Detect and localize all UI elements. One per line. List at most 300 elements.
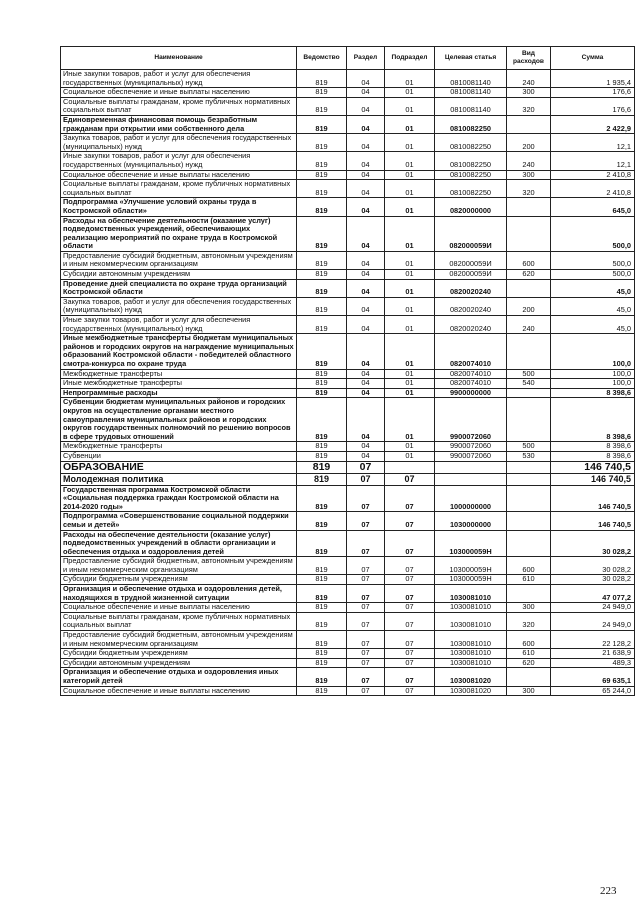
cell-expense-type: 300 (507, 88, 551, 98)
cell-subsection: 07 (385, 530, 435, 557)
cell-name: Межбюджетные трансферты (61, 442, 297, 452)
cell-amount: 24 949,0 (551, 612, 635, 630)
cell-name: Субсидии бюджетным учреждениям (61, 649, 297, 659)
cell-section: 07 (347, 612, 385, 630)
table-row (61, 485, 635, 512)
cell-department: 819 (297, 686, 347, 696)
cell-target-article: 0820074010 (435, 369, 507, 379)
cell-expense-type (507, 474, 551, 486)
table-row (61, 369, 635, 379)
cell-target-article: 103000059Н (435, 575, 507, 585)
page-number: 223 (600, 885, 617, 897)
cell-target-article: 0810082250 (435, 180, 507, 198)
table-row (61, 388, 635, 398)
cell-target-article: 0810082250 (435, 134, 507, 152)
table-row (61, 575, 635, 585)
cell-name: Социальные выплаты гражданам, кроме публичных нормативных социальных выплат (61, 97, 297, 115)
cell-target-article: 0810081140 (435, 70, 507, 88)
cell-target-article: 0820020240 (435, 297, 507, 315)
cell-amount: 30 028,2 (551, 557, 635, 575)
cell-subsection: 01 (385, 152, 435, 170)
col-header-target-article: Целевая статья (435, 47, 507, 70)
cell-amount: 12,1 (551, 152, 635, 170)
table-row (61, 585, 635, 603)
cell-section: 04 (347, 279, 385, 297)
cell-subsection: 07 (385, 612, 435, 630)
cell-department: 819 (297, 557, 347, 575)
cell-section: 04 (347, 97, 385, 115)
cell-department: 819 (297, 379, 347, 389)
cell-subsection: 01 (385, 270, 435, 280)
cell-subsection: 01 (385, 442, 435, 452)
cell-amount: 8 398,6 (551, 398, 635, 442)
cell-expense-type: 610 (507, 649, 551, 659)
cell-section: 07 (347, 512, 385, 530)
cell-section: 04 (347, 451, 385, 461)
cell-expense-type: 620 (507, 658, 551, 668)
cell-amount: 176,6 (551, 88, 635, 98)
cell-department: 819 (297, 115, 347, 133)
cell-target-article: 9900072060 (435, 451, 507, 461)
cell-target-article: 1030081010 (435, 649, 507, 659)
cell-department: 819 (297, 70, 347, 88)
table-row (61, 270, 635, 280)
cell-amount: 500,0 (551, 251, 635, 269)
cell-expense-type (507, 461, 551, 474)
cell-target-article: 103000059Н (435, 557, 507, 575)
table-row (61, 334, 635, 369)
cell-target-article: 1030081010 (435, 585, 507, 603)
cell-target-article: 1030000000 (435, 512, 507, 530)
cell-department: 819 (297, 198, 347, 216)
cell-expense-type (507, 398, 551, 442)
table-body (61, 70, 635, 696)
cell-amount: 30 028,2 (551, 530, 635, 557)
cell-amount: 1 935,4 (551, 70, 635, 88)
cell-department: 819 (297, 170, 347, 180)
cell-department: 819 (297, 88, 347, 98)
cell-amount: 100,0 (551, 334, 635, 369)
cell-target-article: 0810081140 (435, 97, 507, 115)
cell-section: 04 (347, 134, 385, 152)
cell-section: 07 (347, 474, 385, 486)
table-row (61, 170, 635, 180)
cell-department: 819 (297, 451, 347, 461)
cell-department: 819 (297, 97, 347, 115)
cell-expense-type: 300 (507, 170, 551, 180)
cell-name: Иные закупки товаров, работ и услуг для обеспечения государственных (муниципальных) нужд (61, 70, 297, 88)
cell-subsection: 01 (385, 251, 435, 269)
cell-name: Расходы на обеспечение деятельности (оказание услуг) подведомственных учреждений в области организации и обеспечения отдыха и оздоровления детей (61, 530, 297, 557)
cell-name: Иные закупки товаров, работ и услуг для обеспечения государственных (муниципальных) нужд (61, 316, 297, 334)
cell-subsection: 01 (385, 216, 435, 251)
cell-target-article: 0810081140 (435, 88, 507, 98)
cell-amount: 45,0 (551, 316, 635, 334)
cell-department: 819 (297, 279, 347, 297)
cell-section: 04 (347, 170, 385, 180)
cell-department: 819 (297, 585, 347, 603)
cell-name: Социальное обеспечение и иные выплаты населению (61, 170, 297, 180)
cell-section: 04 (347, 251, 385, 269)
cell-department: 819 (297, 316, 347, 334)
cell-expense-type (507, 485, 551, 512)
table-row (61, 398, 635, 442)
cell-target-article: 1030081010 (435, 612, 507, 630)
cell-expense-type: 240 (507, 70, 551, 88)
cell-target-article: 0820074010 (435, 334, 507, 369)
cell-subsection: 01 (385, 451, 435, 461)
cell-amount: 100,0 (551, 379, 635, 389)
cell-target-article: 082000059И (435, 270, 507, 280)
cell-target-article: 9900000000 (435, 388, 507, 398)
table-row (61, 134, 635, 152)
cell-amount: 146 740,5 (551, 512, 635, 530)
cell-expense-type: 240 (507, 316, 551, 334)
cell-name: Межбюджетные трансферты (61, 369, 297, 379)
col-header-subsection: Подраздел (385, 47, 435, 70)
cell-amount: 489,3 (551, 658, 635, 668)
cell-name: Закупка товаров, работ и услуг для обеспечения государственных (муниципальных) нужд (61, 297, 297, 315)
cell-expense-type: 300 (507, 686, 551, 696)
cell-target-article: 0820020240 (435, 316, 507, 334)
cell-name: Социальные выплаты гражданам, кроме публичных нормативных социальных выплат (61, 612, 297, 630)
cell-subsection: 07 (385, 512, 435, 530)
table-row (61, 180, 635, 198)
cell-amount: 500,0 (551, 216, 635, 251)
cell-section: 07 (347, 631, 385, 649)
cell-expense-type: 500 (507, 369, 551, 379)
cell-section: 04 (347, 216, 385, 251)
table-row (61, 88, 635, 98)
cell-subsection: 07 (385, 631, 435, 649)
table-row (61, 297, 635, 315)
cell-name: Закупка товаров, работ и услуг для обеспечения государственных (муниципальных) нужд (61, 134, 297, 152)
cell-section: 04 (347, 442, 385, 452)
cell-subsection: 07 (385, 686, 435, 696)
cell-amount: 24 949,0 (551, 603, 635, 613)
cell-amount: 45,0 (551, 279, 635, 297)
cell-section: 07 (347, 686, 385, 696)
table-header-row (61, 47, 635, 70)
cell-expense-type: 500 (507, 442, 551, 452)
table-row (61, 379, 635, 389)
cell-name: Субвенции бюджетам муниципальных районов и городских округов на осуществление органами местного самоуправления муниципальных районов и городских округов государственных полномочий по решению вопросов в сфере трудовых отношений (61, 398, 297, 442)
cell-target-article: 1030081020 (435, 668, 507, 686)
cell-name: Подпрограмма «Улучшение условий охраны труда в Костромской области» (61, 198, 297, 216)
cell-subsection: 07 (385, 603, 435, 613)
cell-expense-type: 200 (507, 297, 551, 315)
cell-target-article: 1030081010 (435, 631, 507, 649)
table-row (61, 686, 635, 696)
cell-subsection: 01 (385, 97, 435, 115)
cell-name: Социальное обеспечение и иные выплаты населению (61, 88, 297, 98)
table-row (61, 658, 635, 668)
cell-amount: 146 740,5 (551, 485, 635, 512)
cell-target-article: 1030081010 (435, 603, 507, 613)
cell-department: 819 (297, 216, 347, 251)
cell-department: 819 (297, 369, 347, 379)
cell-amount: 8 398,6 (551, 451, 635, 461)
cell-name: Социальные выплаты гражданам, кроме публичных нормативных социальных выплат (61, 180, 297, 198)
cell-subsection: 01 (385, 334, 435, 369)
cell-subsection: 07 (385, 668, 435, 686)
table-row (61, 461, 635, 474)
cell-department: 819 (297, 474, 347, 486)
cell-name: Подпрограмма «Совершенствование социальной поддержки семьи и детей» (61, 512, 297, 530)
table-row (61, 649, 635, 659)
cell-department: 819 (297, 530, 347, 557)
cell-target-article: 0820020240 (435, 279, 507, 297)
cell-subsection: 01 (385, 198, 435, 216)
cell-expense-type (507, 279, 551, 297)
table-row (61, 612, 635, 630)
cell-department: 819 (297, 603, 347, 613)
cell-section: 04 (347, 152, 385, 170)
cell-section: 07 (347, 530, 385, 557)
col-header-expense-type: Вид расходов (507, 47, 551, 70)
cell-expense-type (507, 216, 551, 251)
cell-name: Молодежная политика (61, 474, 297, 486)
cell-target-article: 0820074010 (435, 379, 507, 389)
cell-amount: 21 638,9 (551, 649, 635, 659)
cell-department: 819 (297, 461, 347, 474)
cell-amount: 30 028,2 (551, 575, 635, 585)
cell-department: 819 (297, 631, 347, 649)
cell-section: 07 (347, 485, 385, 512)
cell-department: 819 (297, 398, 347, 442)
table-row (61, 603, 635, 613)
col-header-amount: Сумма (551, 47, 635, 70)
cell-subsection: 01 (385, 170, 435, 180)
cell-name: ОБРАЗОВАНИЕ (61, 461, 297, 474)
table-row (61, 512, 635, 530)
cell-expense-type (507, 585, 551, 603)
cell-amount: 146 740,5 (551, 474, 635, 486)
table-row (61, 668, 635, 686)
cell-target-article: 0810082250 (435, 170, 507, 180)
cell-subsection: 07 (385, 485, 435, 512)
cell-subsection: 01 (385, 70, 435, 88)
cell-department: 819 (297, 180, 347, 198)
cell-name: Организация и обеспечение отдыха и оздоровления детей, находящихся в трудной жизненной ситуации (61, 585, 297, 603)
cell-name: Социальное обеспечение и иные выплаты населению (61, 686, 297, 696)
cell-expense-type (507, 334, 551, 369)
cell-target-article: 9900072060 (435, 442, 507, 452)
cell-section: 04 (347, 297, 385, 315)
cell-name: Непрограммные расходы (61, 388, 297, 398)
cell-name: Предоставление субсидий бюджетным, автономным учреждениям и иным некоммерческим организациям (61, 631, 297, 649)
cell-department: 819 (297, 134, 347, 152)
cell-target-article (435, 461, 507, 474)
table-row (61, 198, 635, 216)
cell-subsection: 07 (385, 658, 435, 668)
table-row (61, 557, 635, 575)
cell-name: Субсидии бюджетным учреждениям (61, 575, 297, 585)
cell-section: 07 (347, 649, 385, 659)
cell-subsection: 01 (385, 316, 435, 334)
col-header-section: Раздел (347, 47, 385, 70)
cell-name: Социальное обеспечение и иные выплаты населению (61, 603, 297, 613)
cell-subsection (385, 461, 435, 474)
cell-name: Субвенции (61, 451, 297, 461)
cell-target-article: 1030081010 (435, 658, 507, 668)
cell-department: 819 (297, 270, 347, 280)
cell-amount: 47 077,2 (551, 585, 635, 603)
cell-name: Расходы на обеспечение деятельности (оказание услуг) подведомственных учреждений, обеспечивающих реализацию мероприятий по охране труда в Костромской области (61, 216, 297, 251)
cell-subsection: 07 (385, 474, 435, 486)
cell-section: 07 (347, 668, 385, 686)
cell-amount: 8 398,6 (551, 442, 635, 452)
table-row (61, 279, 635, 297)
cell-section: 04 (347, 88, 385, 98)
cell-department: 819 (297, 297, 347, 315)
cell-subsection: 01 (385, 134, 435, 152)
cell-target-article: 1000000000 (435, 485, 507, 512)
col-header-name: Наименование (61, 47, 297, 70)
cell-department: 819 (297, 251, 347, 269)
cell-target-article: 082000059И (435, 251, 507, 269)
table-row (61, 70, 635, 88)
cell-section: 04 (347, 115, 385, 133)
cell-target-article: 103000059Н (435, 530, 507, 557)
cell-name: Организация и обеспечение отдыха и оздоровления иных категорий детей (61, 668, 297, 686)
cell-amount: 645,0 (551, 198, 635, 216)
cell-name: Субсидии автономным учреждениям (61, 270, 297, 280)
cell-department: 819 (297, 334, 347, 369)
cell-expense-type: 600 (507, 631, 551, 649)
cell-section: 04 (347, 70, 385, 88)
table-row (61, 97, 635, 115)
cell-target-article: 1030081020 (435, 686, 507, 696)
cell-amount: 176,6 (551, 97, 635, 115)
cell-amount: 100,0 (551, 369, 635, 379)
cell-expense-type: 540 (507, 379, 551, 389)
table-row (61, 451, 635, 461)
cell-subsection: 01 (385, 88, 435, 98)
cell-department: 819 (297, 575, 347, 585)
cell-expense-type: 600 (507, 251, 551, 269)
cell-name: Государственная программа Костромской области «Социальная поддержка граждан Костромской области на 2014-2020 годы» (61, 485, 297, 512)
cell-target-article: 0820000000 (435, 198, 507, 216)
cell-name: Субсидии автономным учреждениям (61, 658, 297, 668)
cell-department: 819 (297, 442, 347, 452)
cell-expense-type: 600 (507, 557, 551, 575)
cell-expense-type: 240 (507, 152, 551, 170)
cell-subsection: 01 (385, 388, 435, 398)
cell-amount: 45,0 (551, 297, 635, 315)
cell-subsection: 07 (385, 649, 435, 659)
cell-expense-type: 530 (507, 451, 551, 461)
cell-department: 819 (297, 388, 347, 398)
cell-subsection: 01 (385, 369, 435, 379)
cell-section: 04 (347, 316, 385, 334)
table-row (61, 152, 635, 170)
cell-target-article: 0810082250 (435, 115, 507, 133)
cell-target-article (435, 474, 507, 486)
cell-section: 04 (347, 180, 385, 198)
cell-name: Иные межбюджетные трансферты (61, 379, 297, 389)
cell-amount: 65 244,0 (551, 686, 635, 696)
cell-department: 819 (297, 649, 347, 659)
cell-department: 819 (297, 512, 347, 530)
cell-expense-type (507, 668, 551, 686)
cell-section: 07 (347, 575, 385, 585)
cell-subsection: 01 (385, 379, 435, 389)
col-header-department: Ведомство (297, 47, 347, 70)
table-row (61, 216, 635, 251)
cell-department: 819 (297, 658, 347, 668)
cell-name: Иные закупки товаров, работ и услуг для обеспечения государственных (муниципальных) нужд (61, 152, 297, 170)
cell-amount: 500,0 (551, 270, 635, 280)
cell-amount: 12,1 (551, 134, 635, 152)
cell-department: 819 (297, 485, 347, 512)
cell-expense-type (507, 198, 551, 216)
cell-amount: 146 740,5 (551, 461, 635, 474)
cell-amount: 8 398,6 (551, 388, 635, 398)
cell-amount: 2 410,8 (551, 170, 635, 180)
cell-expense-type (507, 115, 551, 133)
cell-subsection: 01 (385, 115, 435, 133)
table-row (61, 251, 635, 269)
cell-section: 07 (347, 461, 385, 474)
cell-target-article: 9900072060 (435, 398, 507, 442)
cell-section: 04 (347, 379, 385, 389)
cell-subsection: 07 (385, 557, 435, 575)
table-row (61, 474, 635, 486)
cell-expense-type: 200 (507, 134, 551, 152)
cell-name: Предоставление субсидий бюджетным, автономным учреждениям и иным некоммерческим организациям (61, 557, 297, 575)
cell-section: 07 (347, 658, 385, 668)
cell-target-article: 082000059И (435, 216, 507, 251)
cell-expense-type (507, 512, 551, 530)
cell-section: 07 (347, 557, 385, 575)
table-row (61, 530, 635, 557)
cell-section: 04 (347, 270, 385, 280)
cell-section: 04 (347, 369, 385, 379)
cell-section: 07 (347, 603, 385, 613)
table-row (61, 442, 635, 452)
cell-subsection: 07 (385, 585, 435, 603)
table-row (61, 316, 635, 334)
cell-name: Единовременная финансовая помощь безработным гражданам при открытии ими собственного дела (61, 115, 297, 133)
cell-section: 04 (347, 198, 385, 216)
cell-subsection: 01 (385, 398, 435, 442)
cell-department: 819 (297, 152, 347, 170)
budget-table (60, 46, 635, 696)
cell-section: 04 (347, 398, 385, 442)
table-row (61, 115, 635, 133)
cell-name: Предоставление субсидий бюджетным, автономным учреждениям и иным некоммерческим организациям (61, 251, 297, 269)
cell-subsection: 01 (385, 180, 435, 198)
cell-expense-type: 320 (507, 97, 551, 115)
cell-subsection: 01 (385, 279, 435, 297)
cell-amount: 2 410,8 (551, 180, 635, 198)
cell-expense-type (507, 530, 551, 557)
cell-expense-type: 320 (507, 612, 551, 630)
cell-target-article: 0810082250 (435, 152, 507, 170)
cell-expense-type: 620 (507, 270, 551, 280)
cell-subsection: 01 (385, 297, 435, 315)
cell-subsection: 07 (385, 575, 435, 585)
cell-expense-type (507, 388, 551, 398)
cell-expense-type: 610 (507, 575, 551, 585)
cell-department: 819 (297, 612, 347, 630)
cell-expense-type: 320 (507, 180, 551, 198)
cell-amount: 22 128,2 (551, 631, 635, 649)
cell-section: 07 (347, 585, 385, 603)
cell-section: 04 (347, 388, 385, 398)
cell-section: 04 (347, 334, 385, 369)
